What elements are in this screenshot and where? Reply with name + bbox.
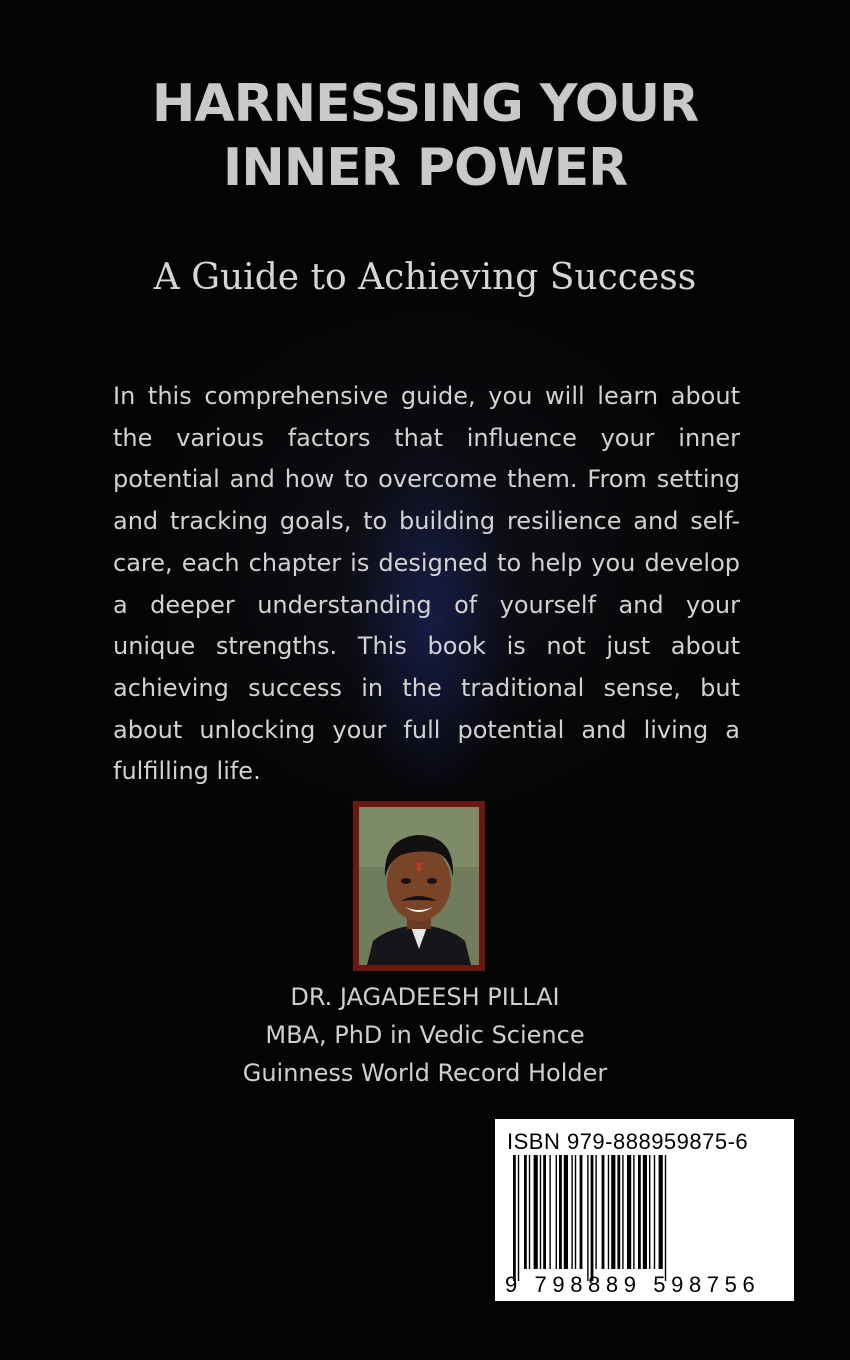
book-title <box>0 72 850 200</box>
barcode-bars <box>509 1155 781 1285</box>
author-distinction: Guinness World Record Holder <box>242 1059 608 1087</box>
author-name: DR. JAGADEESH PILLAI <box>290 983 560 1011</box>
title-line-2: INNER POWER <box>222 138 628 198</box>
author-credentials: MBA, PhD in Vedic Science <box>265 1021 585 1049</box>
author-photo-frame <box>353 801 485 971</box>
isbn-barcode <box>495 1119 794 1301</box>
barcode-digits: 9 798889 598756 <box>505 1272 761 1297</box>
book-subtitle: A Guide to Achieving Success <box>153 257 697 298</box>
author-info <box>0 978 850 1092</box>
author-photo <box>359 807 479 965</box>
title-line-1: HARNESSING YOUR <box>151 74 699 134</box>
book-description: In this comprehensive guide, you will learn about the various factors that influence your inner potential and how to overcome them. From setting and tracking goals, to building resilience and self-care, each chapter is designed to help you develop a deeper understanding of yourself and your unique strengths. This book is not just about achieving success in the traditional sense, but about unlocking your full potential and living a fulfilling life. <box>113 382 740 786</box>
isbn-number: ISBN 979-888959875-6 <box>507 1129 749 1154</box>
